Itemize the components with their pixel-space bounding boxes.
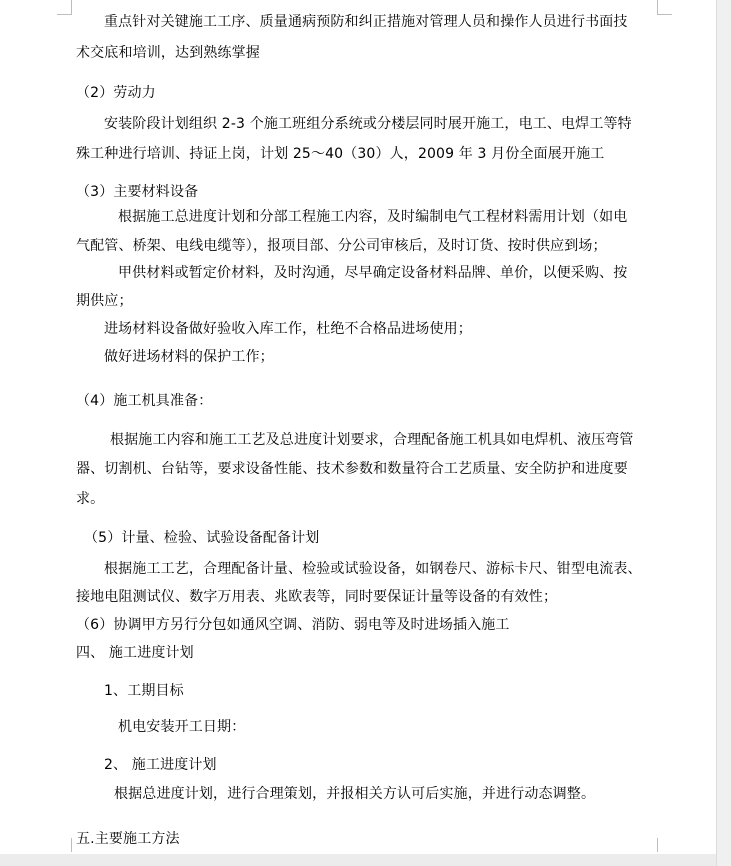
paragraph-line: 进场材料设备做好验收入库工作，杜绝不合格品进场使用； <box>104 321 472 337</box>
margin-corner-mark-bottom-left <box>57 838 72 852</box>
section-heading: （2）劳动力 <box>76 85 156 101</box>
paragraph-line: 期供应； <box>76 293 133 309</box>
paragraph-line: 根据总进度计划，进行合理策划，并报相关方认可后实施，并进行动态调整。 <box>114 786 596 802</box>
paragraph-line: 求。 <box>76 491 105 507</box>
paragraph-line: 根据施工内容和施工工艺及总进度计划要求，合理配备施工机具如电焊机、液压弯管 <box>110 432 634 448</box>
paragraph-line: 接地电阻测试仪、数字万用表、兆欧表等，同时要保证计量等设备的有效性； <box>76 589 558 605</box>
page-gap-bar <box>0 854 716 866</box>
section-heading: （5）计量、检验、试验设备配备计划 <box>84 530 320 546</box>
paragraph-line: 根据施工工艺，合理配备计量、检验或试验设备，如钢卷尺、游标卡尺、钳型电流表、 <box>104 561 642 577</box>
paragraph-line: 殊工种进行培训、持证上岗，计划 25～40（30）人，2009 年 3 月份全面展开施工 <box>76 146 605 162</box>
paragraph-line: 气配管、桥架、电线电缆等），报项目部、分公司审核后，及时订货、按时供应到场； <box>76 238 607 254</box>
paragraph-line: 根据施工总进度计划和分部工程施工内容，及时编制电气工程材料需用计划（如电 <box>118 209 628 225</box>
chapter-heading: 五.主要施工方法 <box>76 831 180 847</box>
paragraph-line: 重点针对关键施工工序、质量通病预防和纠正措施对管理人员和操作人员进行书面技 <box>104 14 628 30</box>
paragraph-line: 术交底和培训，达到熟练掌握 <box>76 45 260 61</box>
subsection-heading: 1、工期目标 <box>104 683 184 699</box>
section-heading: （3）主要材料设备 <box>76 184 199 200</box>
margin-corner-mark-bottom-right <box>657 838 672 852</box>
paragraph-line: 机电安装开工日期： <box>118 719 246 735</box>
section-heading: （4）施工机具准备： <box>76 393 213 409</box>
paragraph-line: 做好进场材料的保护工作； <box>104 349 274 365</box>
subsection-heading: 2、 施工进度计划 <box>104 757 217 773</box>
chapter-heading: 四、 施工进度计划 <box>76 645 194 661</box>
paragraph-line: 安装阶段计划组织 2-3 个施工班组分系统或分楼层同时展开施工，电工、电焊工等特 <box>104 116 632 132</box>
margin-corner-mark-top-left <box>57 0 72 15</box>
paragraph-line: 甲供材料或暂定价材料，及时沟通，尽早确定设备材料品牌、单价，以便采购、按 <box>118 265 628 281</box>
margin-corner-mark-top-right <box>657 0 672 15</box>
section-heading: （6）协调甲方另行分包如通风空调、消防、弱电等及时进场插入施工 <box>76 617 510 633</box>
paragraph-line: 器、切割机、台钻等，要求设备性能、技术参数和数量符合工艺质量、安全防护和进度要 <box>76 461 628 477</box>
vertical-scrollbar[interactable] <box>716 0 731 866</box>
